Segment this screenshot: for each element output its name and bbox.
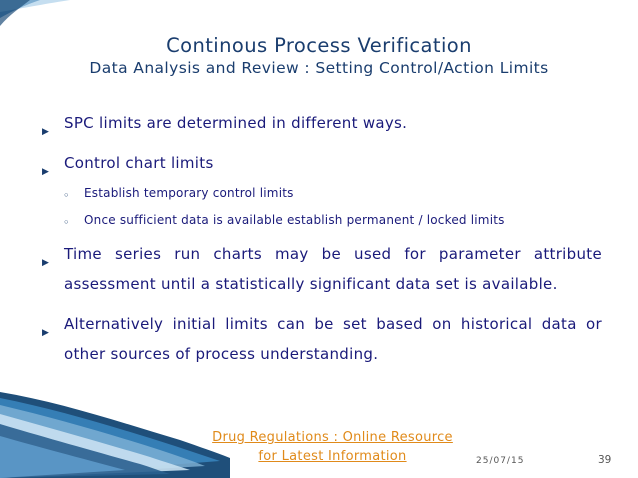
bullet-list bbox=[38, 108, 602, 379]
bullet-arrow-icon: ▶ bbox=[42, 328, 50, 338]
bullet-arrow-icon: ▶ bbox=[42, 127, 50, 137]
footer-date: 25/07/15 bbox=[476, 456, 525, 466]
bullet-arrow-icon: ▶ bbox=[42, 258, 50, 268]
sub-bullet-text: Once sufficient data is available establish permanent / locked limits bbox=[84, 213, 505, 227]
bullet-text: SPC limits are determined in different ways. bbox=[64, 114, 408, 132]
sub-bullet-circle-icon: ◦ bbox=[63, 189, 70, 202]
slide-title: Continous Process Verification bbox=[166, 34, 472, 57]
bullet-text: Control chart limits bbox=[64, 154, 214, 172]
bullet-arrow-icon: ▶ bbox=[42, 167, 50, 177]
bullet-item bbox=[38, 239, 602, 299]
title-block bbox=[0, 35, 638, 78]
bullet-item bbox=[38, 148, 602, 178]
page-number: 39 bbox=[598, 454, 612, 466]
sub-bullet-circle-icon: ◦ bbox=[63, 216, 70, 229]
sub-bullet-text: Establish temporary control limits bbox=[84, 186, 294, 200]
sub-bullet-item bbox=[38, 211, 602, 229]
bullet-text: Time series run charts may be used for parameter attribute assessment until a statistically significant data set is available. bbox=[64, 245, 602, 293]
bullet-item bbox=[38, 108, 602, 138]
sub-bullet-item bbox=[38, 184, 602, 202]
footer-resource-link[interactable]: Drug Regulations : Online Resource for Latest Information bbox=[212, 430, 453, 464]
bullet-text: Alternatively initial limits can be set based on historical data or other sources of process understanding. bbox=[64, 315, 602, 363]
bullet-item bbox=[38, 309, 602, 369]
slide-subtitle: Data Analysis and Review : Setting Control/Action Limits bbox=[89, 59, 549, 77]
